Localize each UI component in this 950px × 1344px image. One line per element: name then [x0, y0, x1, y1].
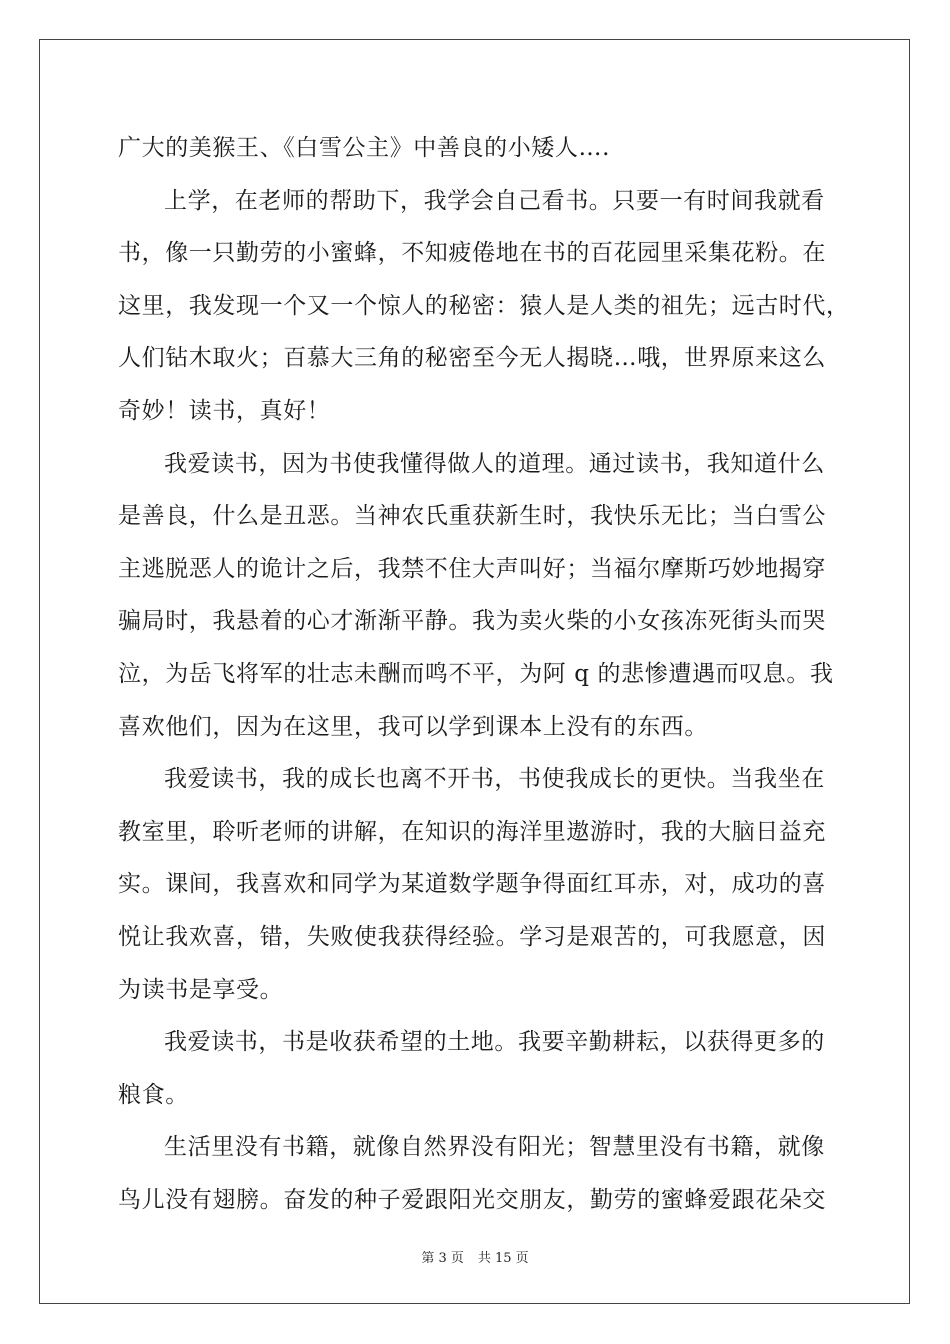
paragraph-start-line: 我爱读书，书是收获希望的土地。我要辛勤耕耘，以获得更多的: [164, 1029, 825, 1056]
text-line: 广大的美猴王、《白雪公主》中善良的小矮人….: [118, 135, 611, 161]
text-line: 骗局时，我悬着的心才渐渐平静。我为卖火柴的小女孩冻死街头而哭: [118, 608, 826, 635]
text-line: 书，像一只勤劳的小蜜蜂，不知疲倦地在书的百花园里采集花粉。在: [118, 240, 826, 267]
text-line: 悦让我欢喜，错，失败使我获得经验。学习是艰苦的，可我愿意，因: [118, 923, 826, 950]
document-body: [118, 122, 850, 1226]
total-pages: 共 15 页: [477, 1251, 529, 1266]
paragraph-start-line: 上学，在老师的帮助下，我学会自己看书。只要一有时间我就看: [164, 187, 825, 214]
page-footer: [0, 1247, 950, 1266]
text-line: 教室里，聆听老师的讲解，在知识的海洋里遨游时，我的大脑日益充: [118, 818, 826, 845]
text-line: 主逃脱恶人的诡计之后，我禁不住大声叫好；当福尔摩斯巧妙地揭穿: [118, 555, 826, 582]
text-line: 实。课间，我喜欢和同学为某道数学题争得面红耳赤，对，成功的喜: [118, 871, 826, 898]
paragraph-start-line: 我爱读书，我的成长也离不开书，书使我成长的更快。当我坐在: [164, 766, 825, 793]
text-line: 粮食。: [118, 1081, 189, 1108]
text-line: 这里，我发现一个又一个惊人的秘密：猿人是人类的祖先；远古时代，: [118, 292, 850, 319]
paragraph-start-line: 我爱读书，因为书使我懂得做人的道理。通过读书，我知道什么: [164, 450, 825, 477]
paragraph-start-line: 生活里没有书籍，就像自然界没有阳光；智慧里没有书籍，就像: [164, 1134, 825, 1161]
text-line: 泣，为岳飞将军的壮志未酬而鸣不平，为阿 q 的悲惨遭遇而叹息。我: [118, 660, 834, 687]
text-line: 鸟儿没有翅膀。奋发的种子爱跟阳光交朋友，勤劳的蜜蜂爱跟花朵交: [118, 1186, 826, 1213]
text-line: 奇妙！读书，真好！: [118, 397, 331, 424]
text-line: 人们钻木取火；百慕大三角的秘密至今无人揭晓…哦，世界原来这么: [118, 345, 826, 372]
text-line: 喜欢他们，因为在这里，我可以学到课本上没有的东西。: [118, 713, 708, 740]
text-line: 是善良，什么是丑恶。当神农氏重获新生时，我快乐无比；当白雪公: [118, 503, 826, 530]
page-number: 第 3 页: [421, 1251, 464, 1266]
text-line: 为读书是享受。: [118, 976, 284, 1003]
